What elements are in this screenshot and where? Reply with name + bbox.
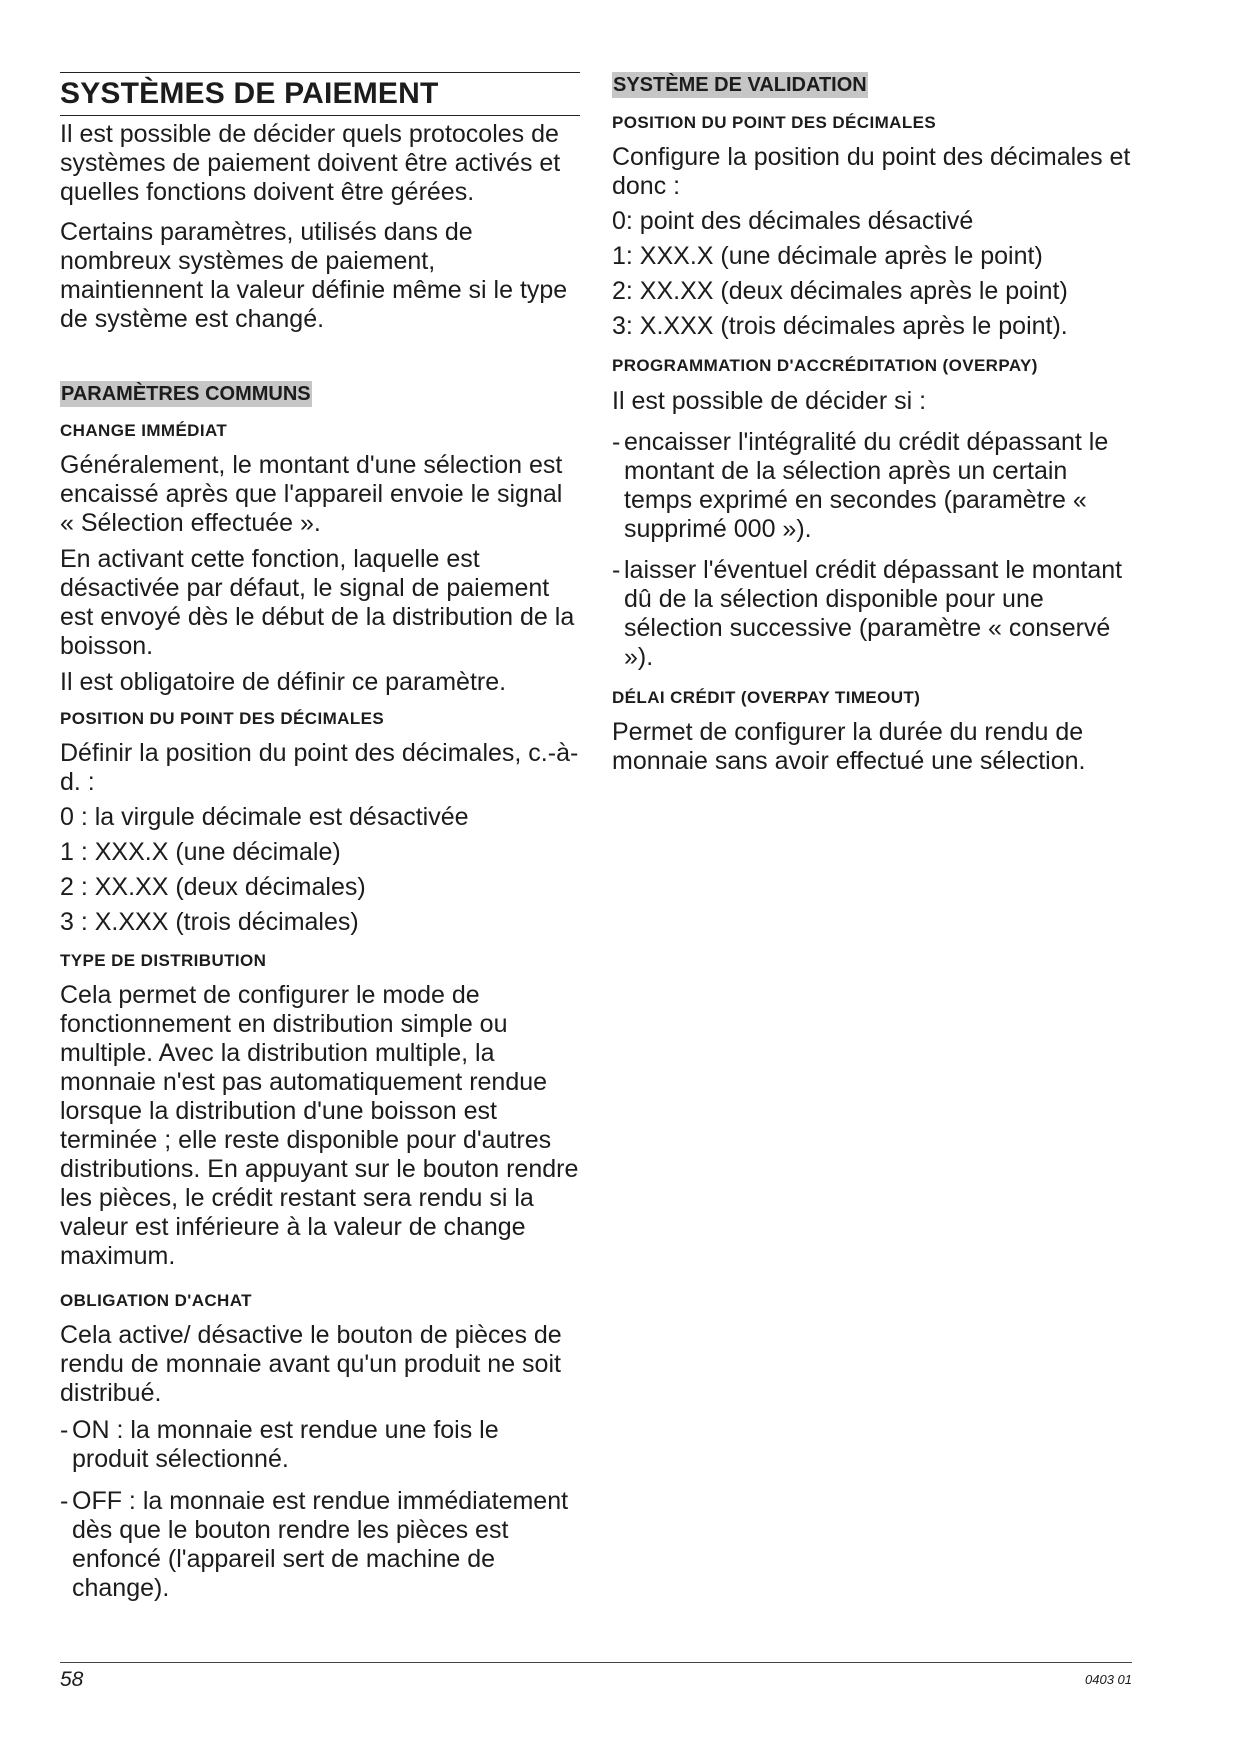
timeout-paragraph: Permet de configurer la durée du rendu de monnaie sans avoir effectué une sélection. <box>612 718 1086 775</box>
subheading-change-immediat: CHANGE IMMÉDIAT <box>60 421 228 440</box>
page-title: SYSTÈMES DE PAIEMENT <box>60 72 580 116</box>
decimal-paragraph: Définir la position du point des décimales, c.-à-d. : <box>60 739 579 796</box>
decimal-option: 0 : la virgule décimale est désactivée <box>60 803 469 831</box>
subheading-distribution-type: TYPE DE DISTRIBUTION <box>60 951 267 970</box>
obligation-paragraph: Cela active/ désactive le bouton de pièces de rendu de monnaie avant qu'un produit ne soit distribué. <box>60 1321 562 1407</box>
overpay-paragraph: Il est possible de décider si : <box>612 387 927 415</box>
subheading-overpay-timeout: DÉLAI CRÉDIT (OVERPAY TIMEOUT) <box>612 688 921 707</box>
distribution-paragraph: Cela permet de configurer le mode de fonctionnement en distribution simple ou multiple. Avec la distribution multiple, la monnaie n'est pas automatiquement rendue lorsque la distribution d'une boisson est terminée ; elle reste disponible pour d'autres distributions. En appuyant sur le bouton rendre les pièces, le crédit restant sera rendu si la valeur est inférieure à la valeur de change maximum. <box>60 981 579 1270</box>
change-paragraph-1: Généralement, le montant d'une sélection est encaissé après que l'appareil envoie le signal « Sélection effectuée ». <box>60 451 563 537</box>
document-code: 0403 01 <box>1085 1672 1132 1687</box>
decimal-option: 2: XX.XX (deux décimales après le point) <box>612 277 1068 305</box>
decimal-option: 3: X.XXX (trois décimales après le point). <box>612 312 1068 340</box>
intro-paragraph-1: Il est possible de décider quels protocoles de systèmes de paiement doivent être activés et quelles fonctions doivent être gérées. <box>60 120 561 206</box>
section-heading-validation-system: SYSTÈME DE VALIDATION <box>613 74 867 96</box>
footer-rule <box>60 1662 1132 1663</box>
decimal-option: 2 : XX.XX (deux décimales) <box>60 873 366 901</box>
decimal-paragraph: Configure la position du point des décimales et donc : <box>612 143 1131 200</box>
overpay-item-2: - laisser l'éventuel crédit dépassant le montant dû de la sélection disponible pour une sélection successive (paramètre « conservé »). <box>612 556 1123 671</box>
decimal-option: 3 : X.XXX (trois décimales) <box>60 908 359 936</box>
subheading-overpay: PROGRAMMATION D'ACCRÉDITATION (OVERPAY) <box>612 356 1038 375</box>
subheading-decimal-position: POSITION DU POINT DES DÉCIMALES <box>60 709 385 728</box>
decimal-option: 1: XXX.X (une décimale après le point) <box>612 242 1043 270</box>
obligation-item-on: - ON : la monnaie est rendue une fois le produit sélectionné. <box>60 1416 499 1473</box>
obligation-item-off: - OFF : la monnaie est rendue immédiatement dès que le bouton rendre les pièces est enfoncé (l'appareil sert de machine de change). <box>60 1487 569 1602</box>
change-paragraph-2: En activant cette fonction, laquelle est désactivée par défaut, le signal de paiement est envoyé dès le début de la distribution de la boisson. <box>60 545 575 660</box>
decimal-option: 1 : XXX.X (une décimale) <box>60 838 341 866</box>
decimal-option: 0: point des décimales désactivé <box>612 207 974 235</box>
intro-paragraph-2: Certains paramètres, utilisés dans de nombreux systèmes de paiement, maintiennent la valeur définie même si le type de système est changé. <box>60 218 568 333</box>
change-paragraph-3: Il est obligatoire de définir ce paramètre. <box>60 668 507 696</box>
subheading-decimal-position: POSITION DU POINT DES DÉCIMALES <box>612 113 937 132</box>
subheading-purchase-obligation: OBLIGATION D'ACHAT <box>60 1291 252 1310</box>
overpay-item-1: - encaisser l'intégralité du crédit dépassant le montant de la sélection après un certain temps exprimé en secondes (paramètre « supprimé 000 »). <box>612 428 1109 543</box>
page-number: 58 <box>60 1668 84 1691</box>
section-heading-common-params: PARAMÈTRES COMMUNS <box>61 383 311 405</box>
